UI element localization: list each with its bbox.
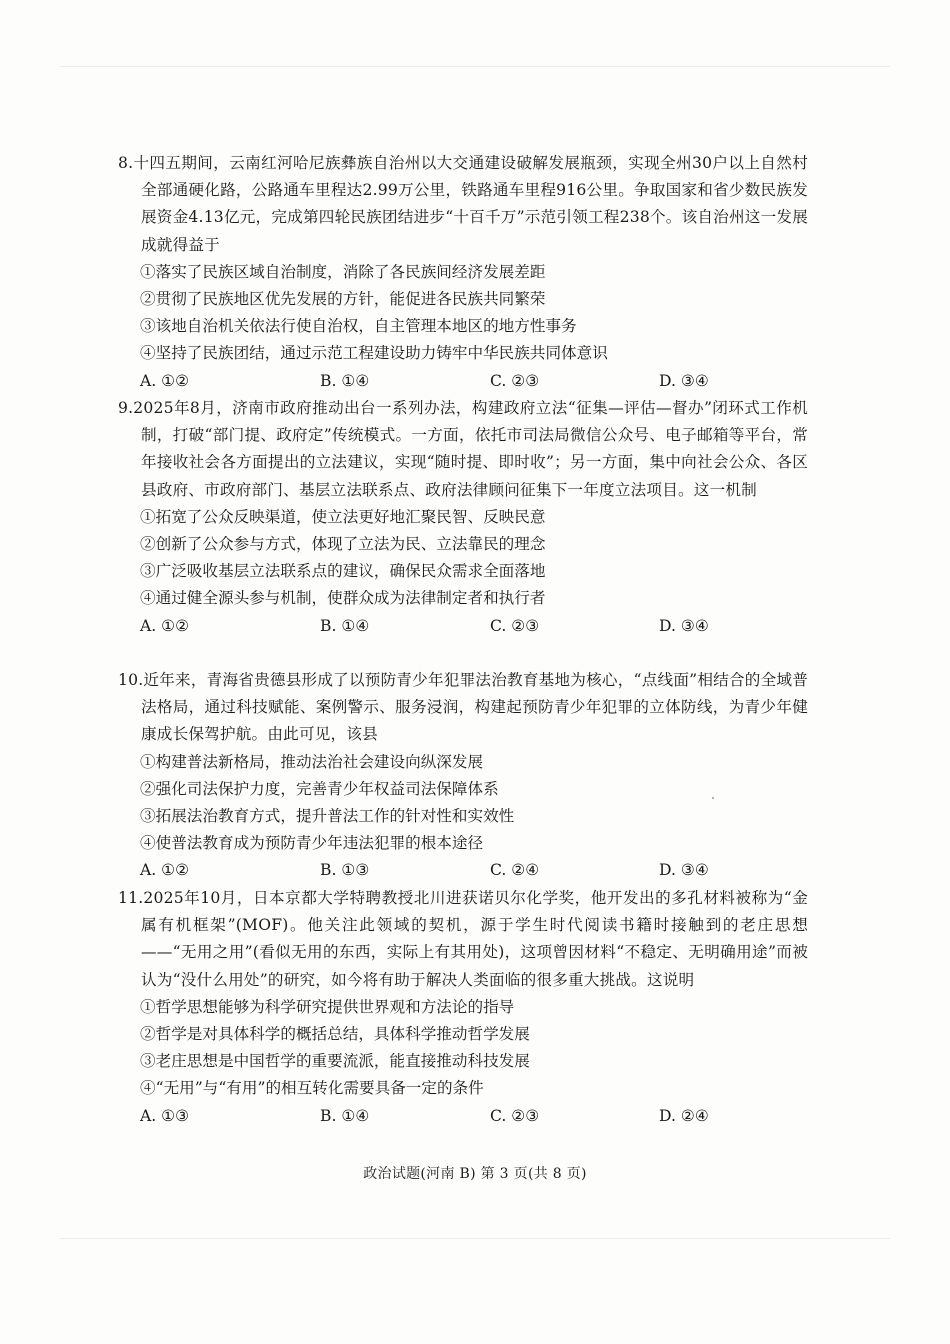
question-9 xyxy=(118,395,808,640)
statement: ①构建普法新格局，推动法治社会建设向纵深发展 xyxy=(140,752,484,771)
option-b: B. ①④ xyxy=(320,371,370,390)
question-8 xyxy=(118,150,808,395)
question-stem: 11.2025年10月，日本京都大学特聘教授北川进获诺贝尔化学奖，他开发出的多孔材料被称为“金属有机框架”(MOF)。他关注此领域的契机，源于学生时代阅读书籍时接触到的老庄思想——“无用之用”(看似无用的东西，实际上有其用处)，这项曾因材料“不稳定、无明确用途”而被认为“没什么用处”的研究，如今将有助于解决人类面临的很多重大挑战。这说明 xyxy=(118,889,808,989)
statement: ④坚持了民族团结，通过示范工程建设助力铸牢中华民族共同体意识 xyxy=(140,344,608,363)
option-d: D. ②④ xyxy=(659,1106,709,1125)
question-stem: 8.十四五期间，云南红河哈尼族彝族自治州以大交通建设破解发展瓶颈，实现全州30户以上自然村全部通硬化路，公路通车里程达2.99万公里，铁路通车里程916公里。争取国家和省少数民族发展资金4.13亿元，完成第四轮民族团结进步“十百千万”示范引领工程238个。该自治州这一发展成就得益于 xyxy=(118,154,808,254)
scan-edge-top xyxy=(60,66,890,67)
page-footer: 政治试题(河南 B) 第 3 页(共 8 页) xyxy=(363,1166,587,1182)
statement: ③该地自治机关依法行使自治权，自主管理本地区的地方性事务 xyxy=(140,317,577,336)
scan-speck xyxy=(712,797,714,799)
option-a: A. ①③ xyxy=(140,1106,190,1125)
option-a: A. ①② xyxy=(140,861,190,880)
option-c: C. ②③ xyxy=(490,616,540,635)
answer-options xyxy=(118,857,808,884)
statement: ④通过健全源头参与机制，使群众成为法律制定者和执行者 xyxy=(140,589,546,608)
answer-options xyxy=(118,613,808,640)
option-c: C. ②③ xyxy=(490,371,540,390)
statement: ④使普法教育成为预防青少年违法犯罪的根本途径 xyxy=(140,834,484,853)
scan-edge-bottom xyxy=(60,1238,890,1239)
option-d: D. ③④ xyxy=(659,616,709,635)
statement: ③老庄思想是中国哲学的重要流派，能直接推动科技发展 xyxy=(140,1052,530,1071)
statement: ②贯彻了民族地区优先发展的方针，能促进各民族共同繁荣 xyxy=(140,290,546,309)
statement: ①落实了民族区域自治制度，消除了各民族间经济发展差距 xyxy=(140,262,546,281)
option-b: B. ①③ xyxy=(320,861,370,880)
question-stem: 9.2025年8月，济南市政府推动出台一系列办法，构建政府立法“征集—评估—督办”闭环式工作机制，打破“部门提、政府定”传统模式。一方面，依托市司法局微信公众号、电子邮箱等平台，常年接收社会各方面提出的立法建议，实现“随时提、即时收”；另一方面，集中向社会公众、各区县政府、市政府部门、基层立法联系点、政府法律顾问征集下一年度立法项目。这一机制 xyxy=(118,399,808,499)
option-d: D. ③④ xyxy=(659,861,709,880)
option-a: A. ①② xyxy=(140,371,190,390)
statement: ①拓宽了公众反映渠道，使立法更好地汇聚民智、反映民意 xyxy=(140,507,546,526)
answer-options xyxy=(118,1103,808,1130)
statement: ③广泛吸收基层立法联系点的建议，确保民众需求全面落地 xyxy=(140,562,546,581)
statement: ②哲学是对具体科学的概括总结，具体科学推动哲学发展 xyxy=(140,1025,530,1044)
answer-options xyxy=(118,368,808,395)
statement: ①哲学思想能够为科学研究提供世界观和方法论的指导 xyxy=(140,997,515,1016)
statement: ④“无用”与“有用”的相互转化需要具备一定的条件 xyxy=(140,1079,484,1098)
option-c: C. ②③ xyxy=(490,1106,540,1125)
option-b: B. ①④ xyxy=(320,1106,370,1125)
statement: ③拓展法治教育方式，提升普法工作的针对性和实效性 xyxy=(140,807,515,826)
question-10 xyxy=(118,667,808,885)
question-stem: 10.近年来，青海省贵德县形成了以预防青少年犯罪法治教育基地为核心，“点线面”相结合的全域普法格局，通过科技赋能、案例警示、服务浸润，构建起预防青少年犯罪的立体防线，为青少年健康成长保驾护航。由此可见，该县 xyxy=(118,671,808,744)
statement: ②创新了公众参与方式，体现了立法为民、立法靠民的理念 xyxy=(140,535,546,554)
question-11 xyxy=(118,885,808,1130)
option-d: D. ③④ xyxy=(659,371,709,390)
option-b: B. ①④ xyxy=(320,616,370,635)
option-c: C. ②④ xyxy=(490,861,540,880)
statement: ②强化司法保护力度，完善青少年权益司法保障体系 xyxy=(140,779,499,798)
option-a: A. ①② xyxy=(140,616,190,635)
